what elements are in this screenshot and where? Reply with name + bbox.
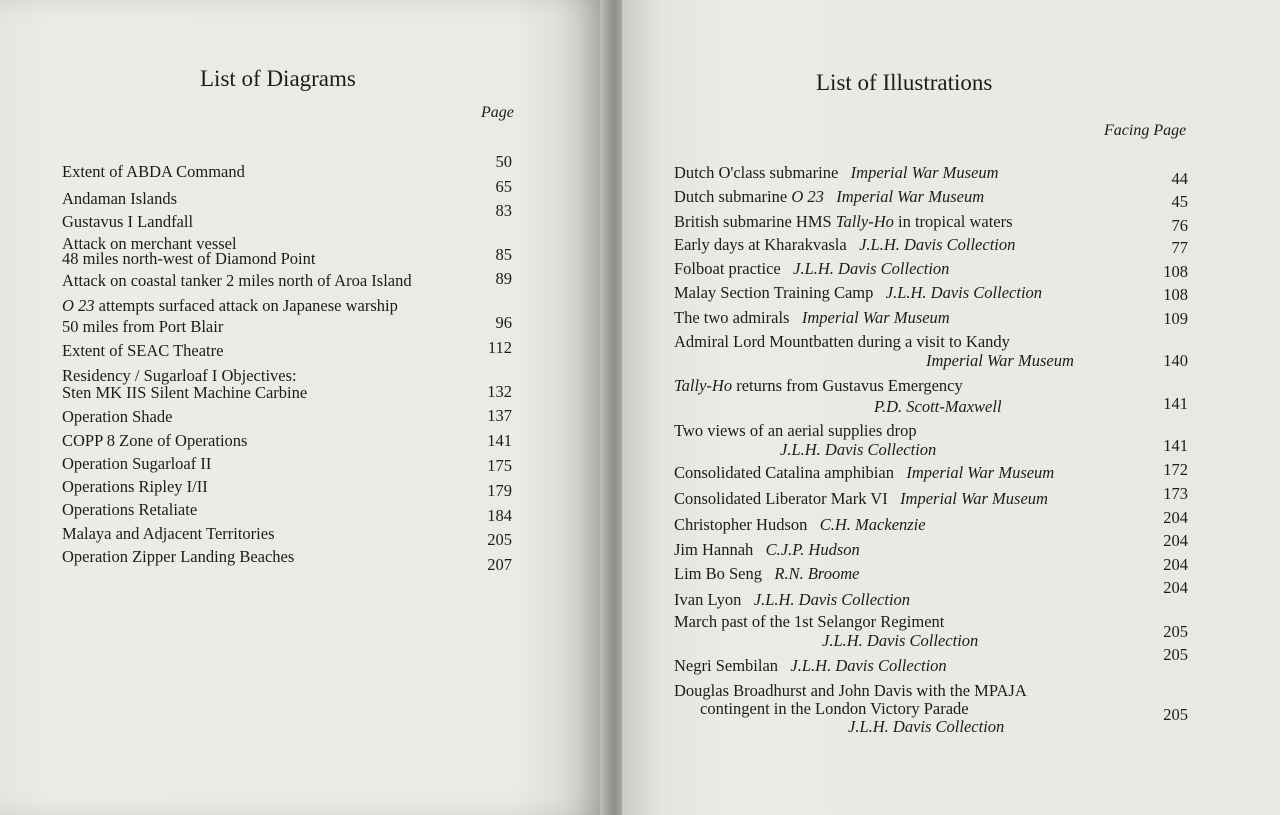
list-item: Gustavus I Landfall <box>62 212 194 231</box>
page-number: 172 <box>1163 460 1188 479</box>
list-item: Two views of an aerial supplies drop <box>674 421 917 440</box>
page-number: 76 <box>1171 216 1188 235</box>
list-item: Early days at Kharakvasla J.L.H. Davis Collection <box>674 235 1016 254</box>
page-number: 77 <box>1171 238 1188 257</box>
page-number: 108 <box>1163 262 1188 281</box>
page-number: 205 <box>1163 622 1188 641</box>
list-item-credit: J.L.H. Davis Collection <box>822 631 979 650</box>
vessel-name: O 23 <box>62 296 95 315</box>
list-item-cont: Sten MK IIS Silent Machine Carbine <box>62 383 308 402</box>
list-item: Malaya and Adjacent Territories <box>62 524 275 543</box>
page-number: 204 <box>1163 531 1188 550</box>
page-number: 108 <box>1163 285 1188 304</box>
list-item: British submarine HMS Tally-Ho in tropical waters <box>674 212 1013 231</box>
page-number: 205 <box>1163 645 1188 664</box>
page-number: 137 <box>487 406 512 425</box>
page-number: 205 <box>487 530 512 549</box>
page-number: 85 <box>495 245 512 264</box>
page-number: 44 <box>1171 169 1188 188</box>
list-item: Residency / Sugarloaf I Objectives: <box>62 366 297 385</box>
list-item: Admiral Lord Mountbatten during a visit to Kandy <box>674 332 1010 351</box>
list-item: Extent of ABDA Command <box>62 162 245 181</box>
list-item: Operation Shade <box>62 407 173 426</box>
list-item-cont: 48 miles north-west of Diamond Point <box>62 249 316 268</box>
page-number: 184 <box>487 506 512 525</box>
list-item: Consolidated Catalina amphibian Imperial War Museum <box>674 463 1055 482</box>
diagrams-page-header: Page <box>481 104 514 121</box>
list-item: Christopher Hudson C.H. Mackenzie <box>674 515 926 534</box>
list-item: Tally-Ho returns from Gustavus Emergency <box>674 376 963 395</box>
page-number: 132 <box>487 382 512 401</box>
list-item: The two admirals Imperial War Museum <box>674 308 950 327</box>
list-item-credit: J.L.H. Davis Collection <box>780 440 937 459</box>
list-item: Attack on merchant vessel <box>62 234 237 253</box>
page-number: 50 <box>495 152 512 171</box>
list-item: Douglas Broadhurst and John Davis with the MPAJA <box>674 681 1027 700</box>
list-item: Dutch O'class submarine Imperial War Museum <box>674 163 999 182</box>
page-number: 141 <box>1163 394 1188 413</box>
illustrations-title: List of Illustrations <box>816 70 993 95</box>
list-item: Lim Bo Seng R.N. Broome <box>674 564 860 583</box>
diagrams-title: List of Diagrams <box>200 66 356 91</box>
illustrations-page-header: Facing Page <box>1104 122 1187 139</box>
page-number: 204 <box>1163 555 1188 574</box>
page-number: 173 <box>1163 484 1188 503</box>
page-number: 141 <box>487 431 512 450</box>
page-number: 207 <box>487 555 512 574</box>
list-item: Operations Ripley I/II <box>62 477 208 496</box>
list-item: Folboat practice J.L.H. Davis Collection <box>674 259 950 278</box>
list-item: Ivan Lyon J.L.H. Davis Collection <box>674 590 911 609</box>
list-item: Operation Zipper Landing Beaches <box>62 547 295 566</box>
page-number: 175 <box>487 456 512 475</box>
page-number: 204 <box>1163 508 1188 527</box>
page-number: 89 <box>495 269 512 288</box>
list-item: Dutch submarine O 23 Imperial War Museum <box>674 187 985 206</box>
list-item: COPP 8 Zone of Operations <box>62 431 248 450</box>
list-item: Extent of SEAC Theatre <box>62 341 224 360</box>
list-item: Operations Retaliate <box>62 500 198 519</box>
page-number: 83 <box>495 201 512 220</box>
list-item: Jim Hannah C.J.P. Hudson <box>674 540 860 559</box>
list-item: Attack on coastal tanker 2 miles north of Aroa Island <box>62 271 412 290</box>
list-item-credit: P.D. Scott-Maxwell <box>874 397 1002 416</box>
list-item: Malay Section Training Camp J.L.H. Davis Collection <box>674 283 1043 302</box>
page-number: 65 <box>495 177 512 196</box>
page-number: 204 <box>1163 578 1188 597</box>
list-item-cont: contingent in the London Victory Parade <box>700 699 969 718</box>
list-item-credit: Imperial War Museum <box>926 351 1074 370</box>
page-number: 179 <box>487 481 512 500</box>
page-number: 205 <box>1163 705 1188 724</box>
page-number: 109 <box>1163 309 1188 328</box>
list-item: March past of the 1st Selangor Regiment <box>674 612 945 631</box>
page-number: 112 <box>487 338 512 357</box>
page-number: 141 <box>1163 436 1188 455</box>
list-item: O 23 attempts surfaced attack on Japanese warship <box>62 296 398 315</box>
list-item-credit: J.L.H. Davis Collection <box>848 717 1005 736</box>
page-number: 96 <box>495 313 512 332</box>
list-item-cont: 50 miles from Port Blair <box>62 317 224 336</box>
page-number: 140 <box>1163 351 1188 370</box>
list-item: Operation Sugarloaf II <box>62 454 212 473</box>
page-number: 45 <box>1171 192 1188 211</box>
list-item: Andaman Islands <box>62 189 178 208</box>
list-item: Negri Sembilan J.L.H. Davis Collection <box>674 656 947 675</box>
list-item: Consolidated Liberator Mark VI Imperial War Museum <box>674 489 1048 508</box>
